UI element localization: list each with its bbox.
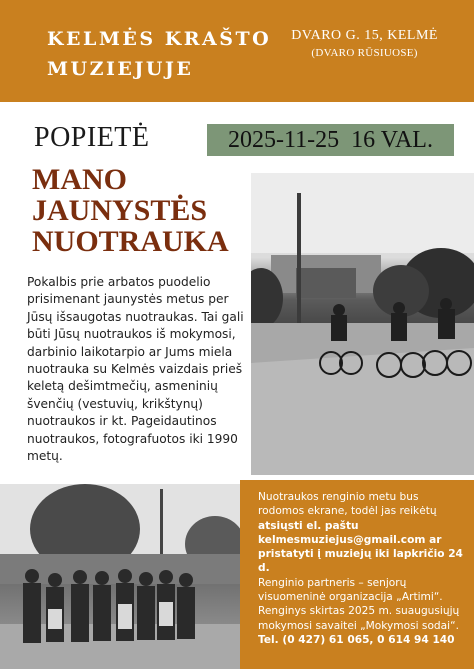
info-line: rodomos ekrane, todėl jas reikėtų: [258, 505, 437, 518]
info-line-bold: [258, 633, 472, 647]
info-line: Nuotraukos renginio metu bus: [258, 491, 419, 503]
description-line: metų.: [27, 449, 63, 464]
event-date: 2025-11-25: [228, 126, 340, 153]
museum-name-line1: KELMĖS KRAŠTO: [47, 28, 272, 50]
info-text: [258, 490, 472, 647]
submit-instruction: atsiųsti el. paštu: [258, 519, 359, 532]
event-title-line2: JAUNYSTĖS: [32, 194, 208, 227]
event-title-line3: NUOTRAUKA: [32, 225, 229, 258]
info-line: Renginio partneris – senjorų: [258, 576, 407, 589]
contact-email[interactable]: kelmesmuziejus@gmail.com ar: [258, 533, 442, 546]
info-line: Renginys skirtas 2025 m. suaugusiųjų: [258, 605, 460, 618]
cyclists-photo-graphic: [251, 173, 474, 475]
event-description: [27, 274, 249, 465]
group-photo-graphic: [0, 484, 240, 669]
submission-deadline: pristatyti į muziejų iki lapkričio 24 d.: [258, 548, 463, 575]
info-line: mokymosi savaitei „Mokymosi sodai“.: [258, 619, 459, 632]
event-datetime-box: [207, 124, 454, 156]
event-time: 16 VAL.: [351, 126, 433, 153]
cyclists-photo: [251, 173, 474, 475]
address-line1: DVARO G. 15, KELMĖ: [291, 28, 438, 43]
info-box: [240, 480, 474, 669]
event-type: POPIETĖ: [34, 122, 150, 153]
description-line: Pokalbis prie arbatos puodelio: [27, 275, 211, 289]
description-line: keletą dešimtmečių, asmeninių: [27, 379, 218, 394]
address-line2: (DVARO RŪSIUOSE): [311, 47, 418, 59]
event-title: [32, 164, 229, 257]
contact-phone[interactable]: Tel. (0 427) 61 065, 0 614 94 140: [258, 633, 455, 646]
description-line: švenčių (vestuvių, krikštynų): [27, 396, 203, 411]
description-line: darbinio laikotarpio ar Jums miela: [27, 344, 233, 359]
description-line: būti Jūsų nuotraukos iš mokymosi,: [27, 327, 236, 342]
description-line: nuotraukos ir kt. Pageidautinos: [27, 414, 217, 429]
description-line: prisimenant jaunystės metus per: [27, 292, 229, 307]
info-line: visuomeninė organizacija „Artimi“.: [258, 591, 443, 604]
museum-address: [291, 28, 438, 59]
info-line-bold: [258, 533, 472, 547]
event-title-line1: MANO: [32, 163, 127, 196]
museum-name-line2: MUZIEJUJE: [47, 58, 194, 80]
group-photo: [0, 484, 240, 669]
description-line: nuotrauka su Kelmės vaizdais prieš: [27, 362, 243, 377]
info-line-bold: [258, 519, 472, 533]
header-banner: [0, 0, 474, 102]
info-line-bold: [258, 547, 472, 576]
description-line: nuotraukos, fotografuotos iki 1990: [27, 431, 238, 446]
description-line: Jūsų išsaugotas nuotraukas. Tai gali: [27, 309, 244, 324]
museum-name: [47, 24, 271, 84]
